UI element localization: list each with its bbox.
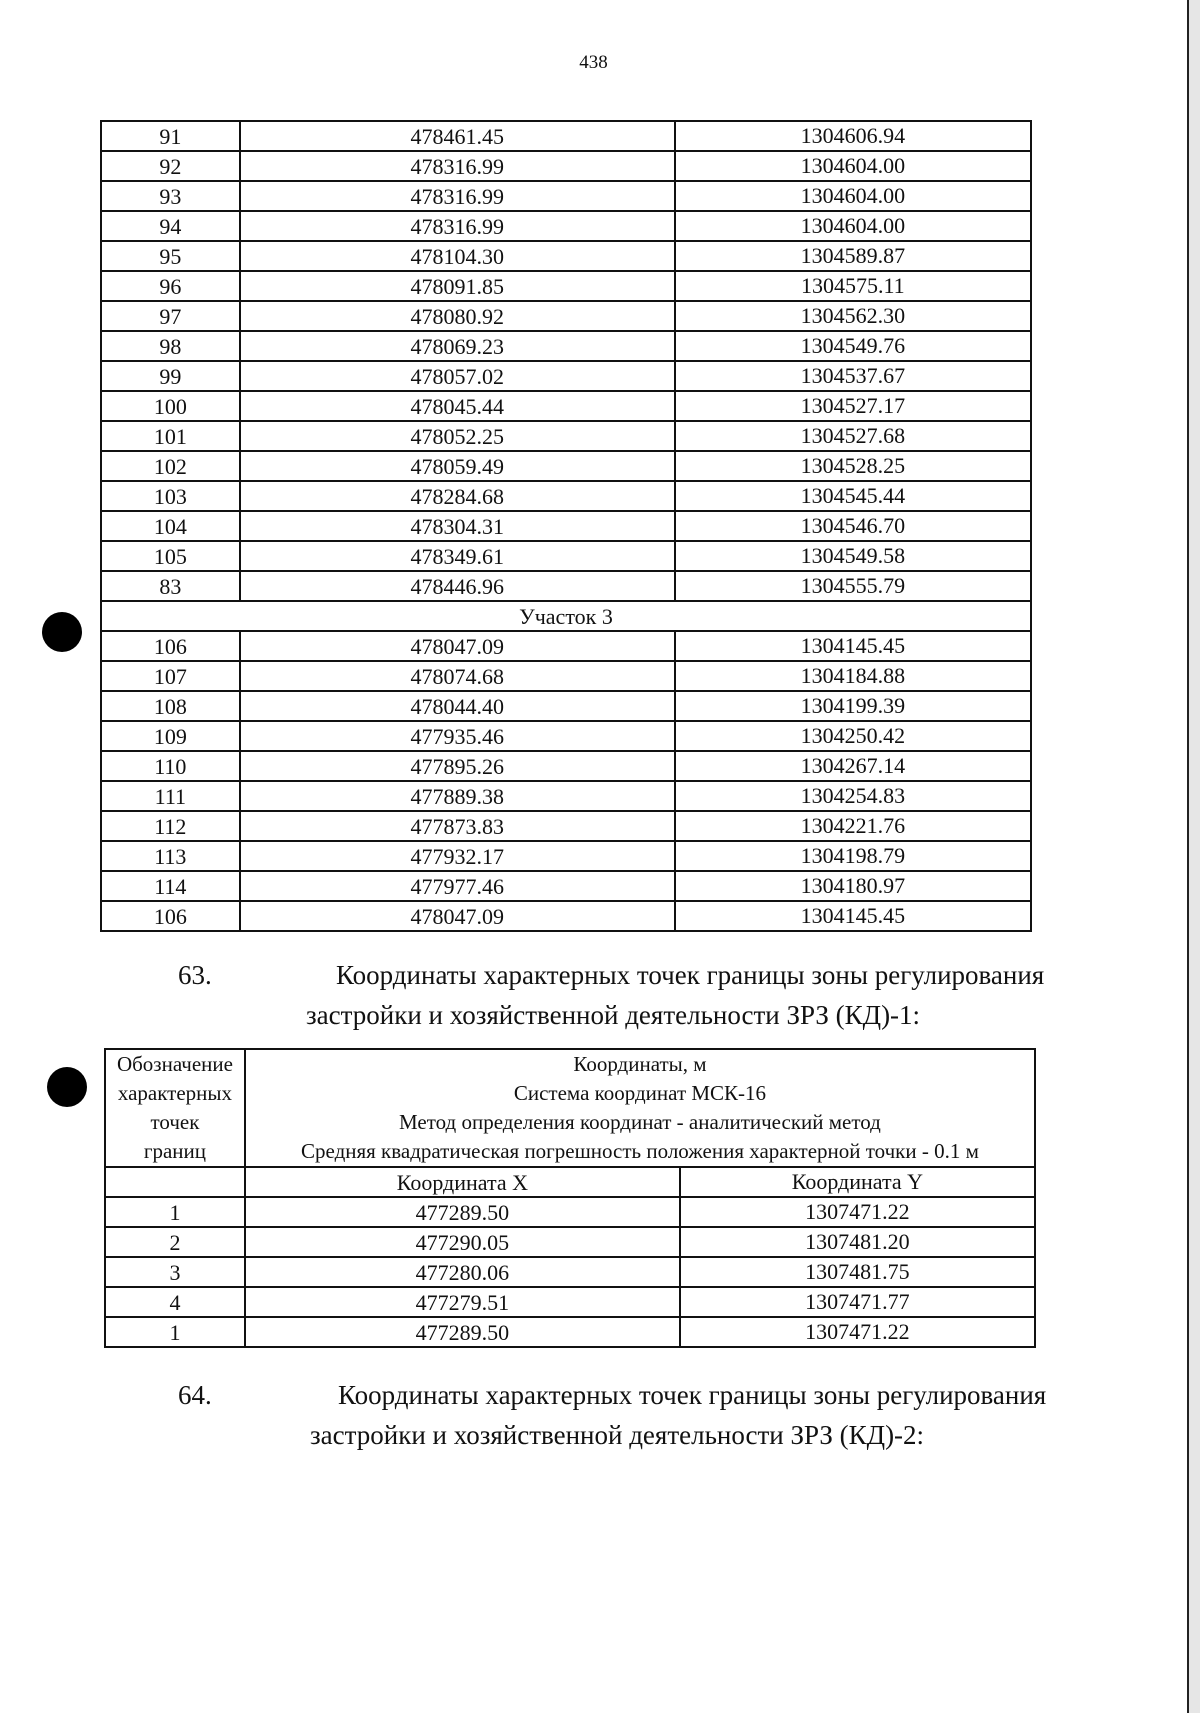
coordinate-x-cell: 478446.96 <box>240 571 675 601</box>
table-row <box>101 781 1031 811</box>
header-point-designation <box>105 1049 245 1167</box>
table-row <box>101 631 1031 661</box>
header-line: точек <box>150 1110 200 1134</box>
coordinate-x-cell: 478104.30 <box>240 241 675 271</box>
coordinate-x-cell: 477873.83 <box>240 811 675 841</box>
header-line: границ <box>143 1139 207 1163</box>
coordinate-y-cell: 1307481.75 <box>680 1257 1035 1287</box>
table-row <box>101 721 1031 751</box>
coordinate-x-cell: 478069.23 <box>240 331 675 361</box>
coordinate-x-cell: 478047.09 <box>240 901 675 931</box>
heading-line-1: Координаты характерных точек границы зоны регулирования <box>338 1380 1047 1410</box>
table-row <box>101 211 1031 241</box>
table-row <box>101 121 1031 151</box>
coordinate-x-cell: 478052.25 <box>240 421 675 451</box>
point-number-cell: 102 <box>101 451 240 481</box>
coordinate-y-cell: 1304145.45 <box>675 631 1031 661</box>
table-row <box>101 841 1031 871</box>
point-number-cell: 108 <box>101 691 240 721</box>
coordinate-y-cell: 1307471.77 <box>680 1287 1035 1317</box>
coordinate-y-cell: 1304180.97 <box>675 871 1031 901</box>
header-empty <box>105 1167 245 1197</box>
coordinate-x-cell: 477289.50 <box>245 1197 680 1227</box>
heading-line-1: Координаты характерных точек границы зоны регулирования <box>336 960 1045 990</box>
point-number-cell: 106 <box>101 631 240 661</box>
point-number-cell: 100 <box>101 391 240 421</box>
point-number-cell: 111 <box>101 781 240 811</box>
point-number-cell: 105 <box>101 541 240 571</box>
coordinate-x-cell: 478059.49 <box>240 451 675 481</box>
header-line: Средняя квадратическая погрешность положения характерной точки - 0.1 м <box>301 1139 979 1163</box>
coordinate-x-cell: 477895.26 <box>240 751 675 781</box>
table-row <box>101 691 1031 721</box>
heading-line-2: застройки и хозяйственной деятельности ЗРЗ (КД)-1: <box>306 1000 921 1030</box>
coordinate-x-cell: 478047.09 <box>240 631 675 661</box>
coordinate-y-cell: 1304250.42 <box>675 721 1031 751</box>
section-number: 64. <box>178 1380 212 1410</box>
coordinate-x-cell: 478349.61 <box>240 541 675 571</box>
header-line: Координаты, м <box>573 1052 707 1076</box>
section-64-heading <box>178 1375 1078 1455</box>
coordinate-x-cell: 478080.92 <box>240 301 675 331</box>
punch-hole-icon <box>47 1067 87 1107</box>
coordinate-x-cell: 478284.68 <box>240 481 675 511</box>
table-row <box>101 541 1031 571</box>
coordinate-y-cell: 1307471.22 <box>680 1197 1035 1227</box>
table-row <box>101 901 1031 931</box>
coordinate-x-cell: 478045.44 <box>240 391 675 421</box>
point-number-cell: 95 <box>101 241 240 271</box>
coordinate-x-cell: 478044.40 <box>240 691 675 721</box>
coordinate-x-cell: 478091.85 <box>240 271 675 301</box>
table-row <box>101 271 1031 301</box>
coordinate-x-cell: 477935.46 <box>240 721 675 751</box>
point-number-cell: 106 <box>101 901 240 931</box>
point-number-cell: 83 <box>101 571 240 601</box>
table-row <box>101 361 1031 391</box>
point-number-cell: 113 <box>101 841 240 871</box>
point-number-cell: 4 <box>105 1287 245 1317</box>
point-number-cell: 1 <box>105 1317 245 1347</box>
point-number-cell: 104 <box>101 511 240 541</box>
coordinate-y-cell: 1304546.70 <box>675 511 1031 541</box>
header-line: характерных <box>117 1081 233 1105</box>
coordinate-y-cell: 1304537.67 <box>675 361 1031 391</box>
coordinate-y-cell: 1304198.79 <box>675 841 1031 871</box>
coordinate-x-cell: 478316.99 <box>240 211 675 241</box>
coordinate-x-cell: 477889.38 <box>240 781 675 811</box>
table-row <box>101 181 1031 211</box>
header-line: Обозначение <box>116 1052 233 1076</box>
coordinate-y-cell: 1304549.76 <box>675 331 1031 361</box>
table-row <box>101 331 1031 361</box>
table-row <box>101 481 1031 511</box>
table-row <box>101 301 1031 331</box>
coordinate-x-cell: 478461.45 <box>240 121 675 151</box>
table-row <box>101 151 1031 181</box>
punch-hole-icon <box>42 612 82 652</box>
coordinate-y-cell: 1304606.94 <box>675 121 1031 151</box>
header-coordinate-x: Координата X <box>245 1167 680 1197</box>
coordinate-x-cell: 478057.02 <box>240 361 675 391</box>
point-number-cell: 103 <box>101 481 240 511</box>
coordinate-x-cell: 477932.17 <box>240 841 675 871</box>
coordinate-y-cell: 1304184.88 <box>675 661 1031 691</box>
section-title: Участок 3 <box>101 601 1031 631</box>
coordinate-y-cell: 1304527.68 <box>675 421 1031 451</box>
table-row <box>101 571 1031 601</box>
coordinate-y-cell: 1304145.45 <box>675 901 1031 931</box>
table-row <box>101 751 1031 781</box>
header-coordinate-y: Координата Y <box>680 1167 1035 1197</box>
coordinate-y-cell: 1307471.22 <box>680 1317 1035 1347</box>
point-number-cell: 92 <box>101 151 240 181</box>
coordinate-y-cell: 1304221.76 <box>675 811 1031 841</box>
coordinate-x-cell: 478074.68 <box>240 661 675 691</box>
point-number-cell: 91 <box>101 121 240 151</box>
coordinate-y-cell: 1304199.39 <box>675 691 1031 721</box>
section-number: 63. <box>178 960 212 990</box>
coordinate-y-cell: 1304562.30 <box>675 301 1031 331</box>
point-number-cell: 114 <box>101 871 240 901</box>
point-number-cell: 96 <box>101 271 240 301</box>
coordinate-y-cell: 1304604.00 <box>675 211 1031 241</box>
coordinate-x-cell: 477279.51 <box>245 1287 680 1317</box>
table-row <box>105 1197 1035 1227</box>
section-row <box>101 601 1031 631</box>
coordinate-y-cell: 1304545.44 <box>675 481 1031 511</box>
table-row <box>101 451 1031 481</box>
table-row <box>105 1287 1035 1317</box>
header-line: Метод определения координат - аналитический метод <box>399 1110 881 1134</box>
point-number-cell: 107 <box>101 661 240 691</box>
coordinate-x-cell: 478316.99 <box>240 181 675 211</box>
table-row <box>101 391 1031 421</box>
table-row <box>105 1257 1035 1287</box>
coordinates-table-1 <box>100 120 1032 932</box>
coordinate-y-cell: 1304604.00 <box>675 181 1031 211</box>
coordinate-x-cell: 477977.46 <box>240 871 675 901</box>
coordinate-y-cell: 1304527.17 <box>675 391 1031 421</box>
coordinates-table-2 <box>104 1048 1036 1348</box>
coordinate-x-cell: 477280.06 <box>245 1257 680 1287</box>
point-number-cell: 2 <box>105 1227 245 1257</box>
coordinate-x-cell: 477289.50 <box>245 1317 680 1347</box>
heading-line-2: застройки и хозяйственной деятельности ЗРЗ (КД)-2: <box>310 1420 925 1450</box>
table-row <box>101 661 1031 691</box>
point-number-cell: 101 <box>101 421 240 451</box>
coordinate-x-cell: 478304.31 <box>240 511 675 541</box>
point-number-cell: 98 <box>101 331 240 361</box>
point-number-cell: 93 <box>101 181 240 211</box>
table-row <box>101 241 1031 271</box>
coordinate-y-cell: 1304254.83 <box>675 781 1031 811</box>
table-row <box>105 1227 1035 1257</box>
page-number: 438 <box>579 52 608 73</box>
coordinate-x-cell: 477290.05 <box>245 1227 680 1257</box>
coordinate-y-cell: 1304604.00 <box>675 151 1031 181</box>
coordinate-y-cell: 1304267.14 <box>675 751 1031 781</box>
point-number-cell: 97 <box>101 301 240 331</box>
point-number-cell: 99 <box>101 361 240 391</box>
table-row <box>101 811 1031 841</box>
coordinate-y-cell: 1304575.11 <box>675 271 1031 301</box>
coordinate-y-cell: 1304555.79 <box>675 571 1031 601</box>
header-line: Система координат МСК-16 <box>513 1081 767 1105</box>
coordinate-x-cell: 478316.99 <box>240 151 675 181</box>
table-row <box>101 511 1031 541</box>
point-number-cell: 94 <box>101 211 240 241</box>
coordinate-y-cell: 1304528.25 <box>675 451 1031 481</box>
point-number-cell: 1 <box>105 1197 245 1227</box>
point-number-cell: 112 <box>101 811 240 841</box>
point-number-cell: 3 <box>105 1257 245 1287</box>
section-63-heading <box>178 955 1078 1035</box>
table-row <box>105 1317 1035 1347</box>
coordinate-y-cell: 1304549.58 <box>675 541 1031 571</box>
table-row <box>101 871 1031 901</box>
point-number-cell: 109 <box>101 721 240 751</box>
coordinate-y-cell: 1307481.20 <box>680 1227 1035 1257</box>
header-coordinates <box>245 1049 1035 1167</box>
table-row <box>101 421 1031 451</box>
point-number-cell: 110 <box>101 751 240 781</box>
coordinate-y-cell: 1304589.87 <box>675 241 1031 271</box>
